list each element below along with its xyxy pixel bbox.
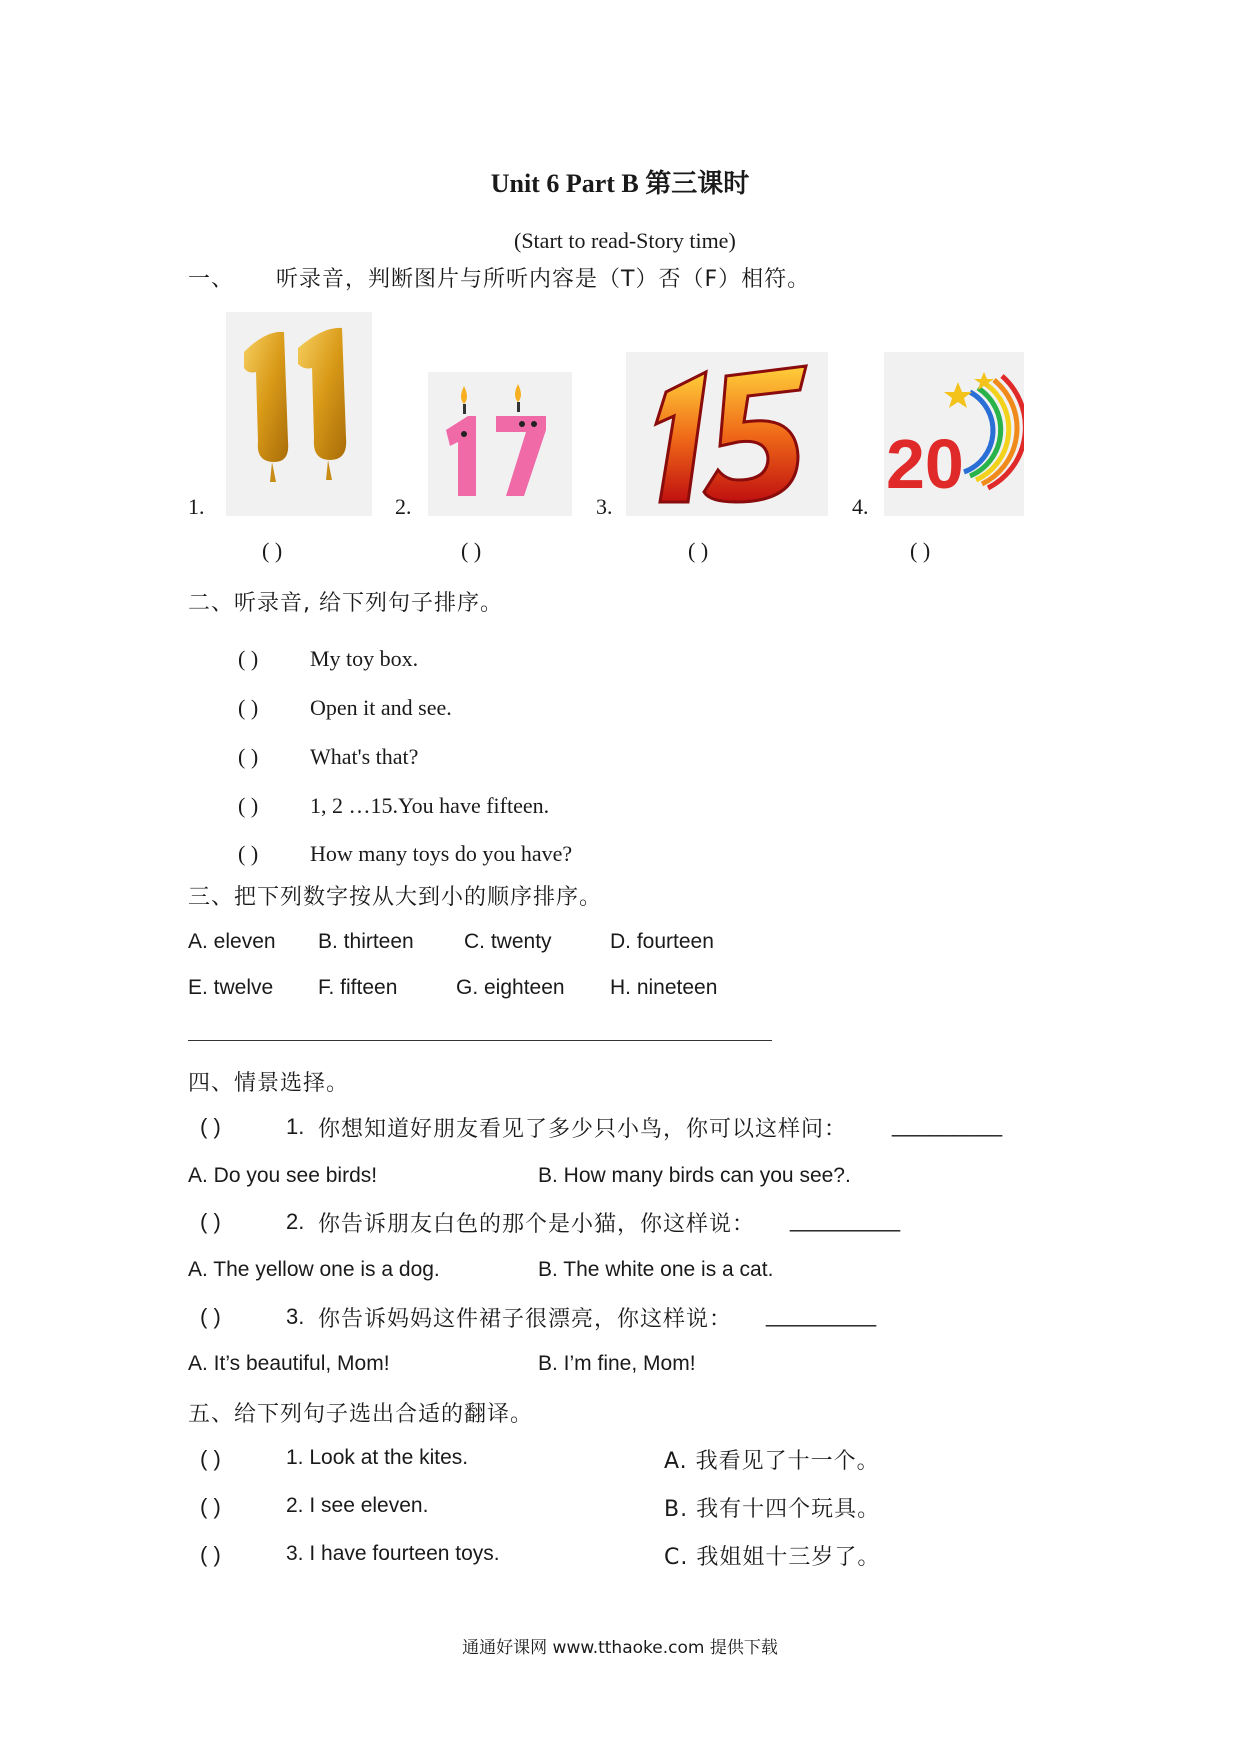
section2-answer-2[interactable]: ( ): [238, 695, 259, 720]
section3-option-h: H. nineteen: [610, 976, 718, 999]
gold-balloon-11-icon: [226, 312, 372, 516]
page-subtitle: (Start to read-Story time): [514, 228, 736, 253]
section3-option-e: E. twelve: [188, 976, 274, 999]
section5-answer-2[interactable]: ( ): [200, 1494, 221, 1519]
svg-text:20: 20: [886, 425, 964, 503]
section3-option-b: B. thirteen: [318, 930, 414, 953]
section2-answer-4[interactable]: ( ): [238, 793, 259, 818]
section2-sentence-4: 1, 2 …15.You have fifteen.: [310, 793, 550, 818]
section3-option-d: D. fourteen: [610, 930, 714, 953]
section2-sentence-3: What's that?: [310, 744, 419, 769]
section4-q2-number: 2.: [286, 1209, 305, 1234]
section2-answer-1[interactable]: ( ): [238, 646, 259, 671]
section4-q2-text: 你告诉朋友白色的那个是小猫，你这样说：: [318, 1212, 756, 1237]
section4-q3-blank[interactable]: _________: [766, 1302, 877, 1327]
picture4-answer[interactable]: ( ): [910, 538, 931, 563]
section4-q1-option-b: B. How many birds can you see?.: [538, 1164, 851, 1187]
section4-q3-option-b: B. I’m fine, Mom!: [538, 1352, 696, 1375]
section4-q2-option-a: A. The yellow one is a dog.: [188, 1258, 440, 1281]
section4-q1-blank[interactable]: _________: [892, 1112, 1003, 1137]
section3-option-f: F. fifteen: [318, 976, 398, 999]
picture2-answer[interactable]: ( ): [461, 538, 482, 563]
section5-translation-c: C. 我姐姐十三岁了。: [664, 1545, 881, 1570]
section4-q1-answer[interactable]: ( ): [200, 1114, 221, 1139]
section4-q1-text: 你想知道好朋友看见了多少只小鸟，你可以这样问：: [318, 1117, 848, 1142]
section3-option-c: C. twenty: [464, 930, 552, 953]
picture2-number: 2.: [395, 494, 412, 519]
section5-sentence-2: 2. I see eleven.: [286, 1494, 429, 1517]
section2-answer-3[interactable]: ( ): [238, 744, 259, 769]
picture2: [428, 372, 572, 516]
picture3: [626, 352, 828, 516]
picture4: [884, 352, 1024, 516]
section5-sentence-1: 1. Look at the kites.: [286, 1446, 469, 1469]
section2-sentence-5: How many toys do you have?: [310, 841, 573, 866]
section2-answer-5[interactable]: ( ): [238, 841, 259, 866]
section1-heading-number: 一、: [188, 267, 235, 292]
section4-q3-text: 你告诉妈妈这件裙子很漂亮，你这样说：: [318, 1307, 733, 1332]
section2-heading: 二、听录音, 给下列句子排序。: [188, 591, 503, 616]
picture3-number: 3.: [596, 494, 613, 519]
picture1-answer[interactable]: ( ): [262, 538, 283, 563]
rainbow-20-icon: [884, 352, 1024, 516]
section4-q3-number: 3.: [286, 1304, 305, 1329]
section4-q2-option-b: B. The white one is a cat.: [538, 1258, 774, 1281]
page-title: Unit 6 Part B 第三课时: [490, 169, 750, 198]
section2-sentence-2: Open it and see.: [310, 695, 452, 720]
section5-answer-1[interactable]: ( ): [200, 1446, 221, 1471]
pink-candle-17-icon: [428, 372, 572, 516]
section3-heading: 三、把下列数字按从大到小的顺序排序。: [188, 885, 603, 910]
section3-option-g: G. eighteen: [456, 976, 565, 999]
section5-translation-a: A. 我看见了十一个。: [664, 1449, 880, 1474]
section4-q1-number: 1.: [286, 1114, 305, 1139]
section5-heading: 五、给下列句子选出合适的翻译。: [188, 1402, 534, 1427]
picture3-answer[interactable]: ( ): [688, 538, 709, 563]
section4-q3-answer[interactable]: ( ): [200, 1304, 221, 1329]
section4-q2-answer[interactable]: ( ): [200, 1209, 221, 1234]
section3-option-a: A. eleven: [188, 930, 276, 953]
red-3d-15-icon: [626, 352, 828, 516]
section2-sentence-1: My toy box.: [310, 646, 419, 671]
section3-answer-line[interactable]: [188, 1040, 772, 1041]
picture4-number: 4.: [852, 494, 869, 519]
picture1-number: 1.: [188, 494, 205, 519]
footer-text[interactable]: 通通好课网 www.tthaoke.com 提供下载: [462, 1638, 778, 1658]
picture1: [226, 312, 372, 516]
section4-heading: 四、情景选择。: [188, 1071, 350, 1096]
section4-q1-option-a: A. Do you see birds!: [188, 1164, 378, 1187]
section5-sentence-3: 3. I have fourteen toys.: [286, 1542, 500, 1565]
section5-answer-3[interactable]: ( ): [200, 1542, 221, 1567]
section5-translation-b: B. 我有十四个玩具。: [664, 1497, 881, 1522]
section4-q3-option-a: A. It’s beautiful, Mom!: [188, 1352, 390, 1375]
section1-heading: 听录音，判断图片与所听内容是（T）否（F）相符。: [276, 267, 811, 292]
section4-q2-blank[interactable]: _________: [790, 1207, 901, 1232]
